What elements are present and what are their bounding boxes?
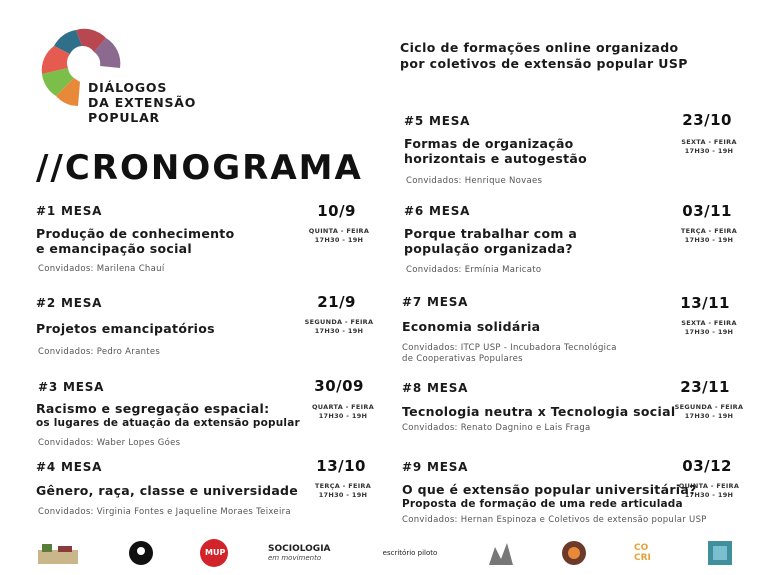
mesa-title: O que é extensão popular universitária? Proposta de formação de uma rede articulada [402,482,697,510]
partner-logo-icon [126,538,156,568]
mesa-guests: Convidados: Virginia Fontes e Jaqueline Moraes Teixeira [38,507,291,517]
mesa-date: 30/09 [314,377,364,395]
mesa-guests: Convidados: Renato Dagnino e Lais Fraga [402,423,591,433]
subtitle-line1: Ciclo de formações online organizado [400,40,679,55]
mesa-label: #8 MESA [402,381,469,395]
mesa-day: QUARTA - FEIRA 17H30 - 19H [311,403,375,420]
brand-line3: POPULAR [88,110,160,125]
partner-logo-icon [560,538,588,568]
mesa-title: Porque trabalhar com a população organizada? [404,226,578,256]
partner-logos [0,538,768,572]
partner-logo-icon [36,538,80,568]
mesa-title: Formas de organização horizontais e autogestão [404,136,587,166]
mesa-date: 21/9 [317,293,356,311]
mesa-date: 10/9 [317,202,356,220]
mesa-guests: Convidados: ITCP USP - Incubadora Tecnológica de Cooperativas Populares [402,343,617,364]
brand-line2: DA EXTENSÃO [88,95,197,110]
mesa-date: 23/10 [682,111,732,129]
mesa-label: #2 MESA [36,296,103,310]
mesa-date: 03/11 [682,202,732,220]
mesa-guests: Convidados: Hernan Espinoza e Coletivos de extensão popular USP [402,515,707,525]
mesa-day: QUINTA - FEIRA 17H30 - 19H [308,227,370,244]
mesa-title: Economia solidária [402,319,541,334]
subtitle-line2: por coletivos de extensão popular USP [400,56,688,71]
mesa-guests: Convidados: Marilena Chauí [38,264,165,274]
mesa-guests: Convidados: Waber Lopes Góes [38,438,181,448]
mesa-guests: Convidados: Ermínia Maricato [406,265,542,275]
mesa-label: #4 MESA [36,460,103,474]
escritorio-logo: escritório piloto [382,549,438,557]
mesa-label: #6 MESA [404,204,471,218]
mesa-date: 13/11 [680,294,730,312]
mesa-label: #3 MESA [38,380,105,394]
mesa-date: 23/11 [680,378,730,396]
mesa-title: Projetos emancipatórios [36,321,215,336]
mesa-day: QUINTA - FEIRA 17H30 - 19H [678,482,740,499]
mesa-title: Racismo e segregação espacial: os lugares de atuação da extensão popular [36,401,300,429]
sociologia-logo: SOCIOLOGIA em movimento [268,544,331,562]
mesa-guests: Convidados: Henrique Novaes [406,176,543,186]
mup-logo: MUP [198,538,230,568]
mesa-date: 13/10 [316,457,366,475]
mesa-title: Produção de conhecimento e emancipação social [36,226,235,256]
mesa-label: #7 MESA [402,295,469,309]
partner-logo-icon [486,538,516,568]
mesa-title: Gênero, raça, classe e universidade [36,483,299,498]
mesa-guests: Convidados: Pedro Arantes [38,347,161,357]
mesa-label: #5 MESA [404,114,471,128]
mesa-day: SEGUNDA - FEIRA 17H30 - 19H [674,403,744,420]
mesa-day: SEGUNDA - FEIRA 17H30 - 19H [304,318,374,335]
mesa-day: SEXTA - FEIRA 17H30 - 19H [681,319,737,336]
mesa-title: Tecnologia neutra x Tecnologia social [402,404,676,419]
mesa-day: SEXTA - FEIRA 17H30 - 19H [681,138,737,155]
brand-name [88,80,196,125]
cocri-logo: CO CRI [634,543,651,563]
mesa-day: TERÇA - FEIRA 17H30 - 19H [680,227,738,244]
brand-line1: DIÁLOGOS [88,80,168,95]
mesa-label: #1 MESA [36,204,103,218]
page-title: //CRONOGRAMA [36,148,363,188]
mesa-label: #9 MESA [402,460,469,474]
mesa-day: TERÇA - FEIRA 17H30 - 19H [314,482,372,499]
partner-logo-icon [706,538,734,568]
mesa-date: 03/12 [682,457,732,475]
event-subtitle [400,40,740,72]
